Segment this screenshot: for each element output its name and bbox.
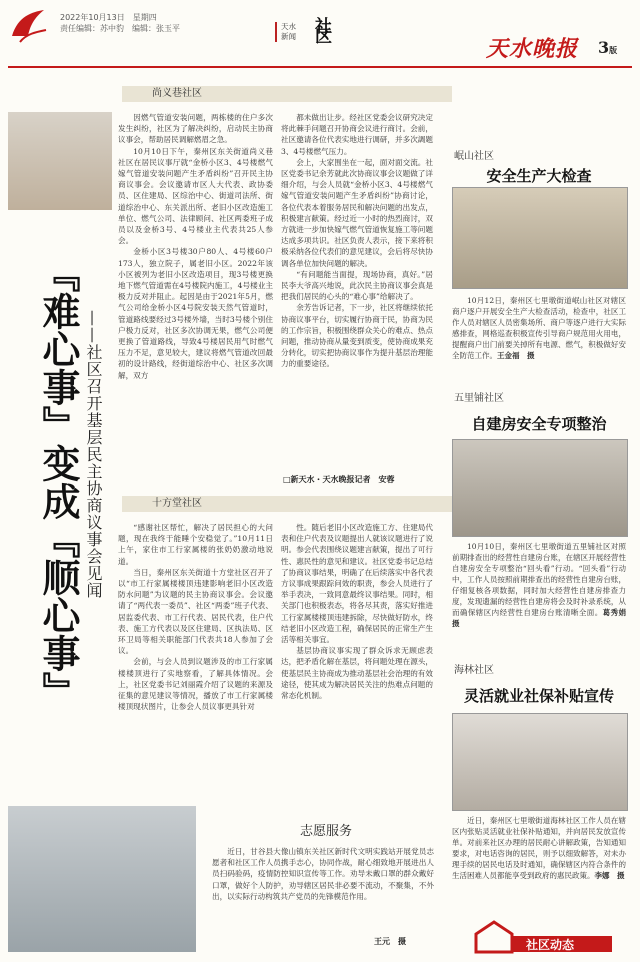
s1-photo [452,187,628,289]
s2-caption: 10月10日，秦州区七里墩街道五里铺社区对照前期排查出的经营性自建房台账，在辖区开展经营性自建房安全专项整治“回头看”行动。“回头看”行动中，工作人员按照前期排查出的经营性自建房台账，仔细复核各项数据，同时加大经营性自建房排查力度，发现遗漏的经营性自建房将会及时补录系统，从而确保辖区内经营性自建房台账清晰全面。葛秀娟 摄 [452,542,634,628]
article-col-1: 因燃气管道安装问题，两栋楼的住户多次发生纠纷，社区为了解决纠纷，启动民主协商议事会，帮助居民调解燃眉之急。 10月10日下午，秦州区东关街道尚义巷社区在居民议事厅就“金桥小区3、4号楼燃气嫁气管道安装问题产生矛盾纠纷”召开民主协商议事会。会议邀请市区人大代表、政协委员、区住建局、区综治中心、街道司法所、街道综治中心、东关派出所、老旧小区改造施工单位、燃气公司、法律顾问、社区两委班子成员以及金桥3号、4号楼业主代表共25人参会。 金桥小区3号楼30户80人、4号楼60户173人，独立院子，属老旧小区。2022年该小区被列为老旧小区改造项目，现3号楼更换地下燃气管道需在4号楼院内施工，4号楼业主极力反对并阻止。起因是由于2021年5月，燃气公司给金桥小区4号院安装天然气管道时，管道路线要经过3号楼外墙，当时3号楼个别住户极力反对，社区多次协调无果，燃气公司便更换了管道路线，导致4号楼居民用气时燃气压力不足，意见较大，建议将燃气管道改回最初的设计路线，经街道综治中心、社区多次调解，双方 [118,113,273,380]
section-label: 天水 新闻 社区 [275,22,296,42]
s1-headline: 安全生产大检查 [486,167,592,185]
headline: 『难心事』变成『顺心事』 [36,254,81,710]
s3-headline: 灵活就业社保补贴宣传 [463,687,614,705]
bird-logo-icon [8,6,50,46]
newspaper-brand: 天水晚报 [486,36,579,62]
s1-caption: 10月12日，秦州区七里墩街道岷山社区对辖区商户逐户开展安全生产大检查活动，检查中，社区工作人员对辖区人员密集场所、商户等逐户进行大实际感排查，网格巡查积极宣传引导商户规范用火用电，提醒商户出门前要关掉所有电源、燃气，积极做好安全防范工作。王金福 摄 [452,296,626,360]
s3-name: 海林社区 [454,665,494,676]
article-col-2: 都未做出让步。经社区党委会议研究决定将此棘手问题召开协商会议进行商讨。会前，社区邀请各位代表实地进行调研，并多次調题3、4号楼燃气压力。 会上，大家围坐在一起，面对面交流。社区党委书记余芳就此次协商议事会议题做了详细介绍，与会人员就“金桥小区3、4号楼燃气嫁气管道安装问题产生矛盾纠纷”协商讨论，各位代表本着服务居民和解决问题的出发点，积极建言献策。经过近一小时的热烈商讨，双方就进一步加快嫁气燃气管道恢复施工等问题达成多项共识。社区负责人表示，接下来将积极采纳各位代表们的意见建议，会后将尽快协调各单位加快问题的解决。 “有问题能当面提，现场协商，真好。”居民李大爷高兴地说，此次民主协商议事会真是把我们居民的心头的“难心事”给解决了。 余芳告诉记者，下一步，社区将继续依托协商议事平台，切实履行协商于民，协商为民的工作宗旨，积极围绕群众关心的难点、热点问题，推动协商从量变到质变，使协商成果充分转化，切实把协商议事作为提升基层治理能力的重要途径。 [281,113,433,369]
section-bar-shifangtang: 十方堂社区 [122,496,452,512]
page-number: 3版 [598,38,618,57]
s2-headline: 自建房安全专项整治 [471,415,607,433]
volunteer-photo [8,806,196,952]
s2-photo [452,439,628,537]
s3-photo [452,713,628,811]
editor-credits: 责任编辑：苏中豹 编辑：张玉平 [60,24,180,33]
issue-info [60,12,180,34]
right-column [446,95,632,955]
lead-photo [8,112,112,210]
article-col-3: “感谢社区帮忙，解决了居民担心的大问题，现在我终于能睡个安稳觉了。”10月11日上午，家住市工行家属楼的张奶奶激动地说道。 当日，秦州区东关街道十方堂社区召开了以“市工行家属楼楼顶违建影响老旧小区改造防水问题”为议题的民主协商议事会。会议邀请了“两代表一委员”、社区“两委”班子代表、居监委代表、市工行代表、居民代表，住户代表、施工方代表以及区住建局、区执法局、区环卫局等相关职能部门代表共18人参加了会议。 会前，与会人员到议题涉及的市工行家属楼楼顶进行了实地察看，了解具体情况。会上，社区党委书记刘丽霞介绍了议题的来源及征集的意见建议等情况，播放了市工行家属楼楼顶现状图片，让参会人员议事更具针对 [118,523,273,712]
community-news-badge [470,920,620,954]
section-bar-shangyixiang: 尚义巷社区 [122,86,452,102]
section-name: 社区 [315,17,332,47]
issue-date: 2022年10月13日 星期四 [60,13,157,22]
s2-name: 五里铺社区 [454,393,504,404]
byline: □新天水・天水晚报记者 安蓉 [283,474,395,484]
volunteer-title: 志愿服务 [300,824,353,839]
volunteer-text: 近日，甘谷县大像山镇东关社区新时代文明实践站开展党员志愿者和社区工作人员携手志心，协同作战，耐心细致地开展进出人员扫码验码，疫情防控知识宣传等工作。劝导未戴口罩的群众戴好口罩，做好个人防护，劝导辖区居民非必要不流动，不聚集，不外出，以实际行动构筑共产党员的先锋模范作用。 [212,847,434,901]
s3-caption: 近日，秦州区七里墩街道海林社区工作人员在辖区内张贴灵活就业社保补贴通知，并向居民发放宣传单。对前来社区办理的居民耐心讲解政策，告知通知要求，对电话咨询的居民，则予以细致解答，对未办理手续的居民电话及时通知，确保辖区内符合条件的生活困难人员都能享受到政府的惠民政策。李娜 摄 [452,816,626,880]
badge-label: 社区动态 [526,938,575,952]
subheadline: ——社区召开基层民主协商议事会见闻 [84,310,103,599]
s1-name: 岷山社区 [454,151,494,162]
article-col-4: 性。随后老旧小区改造施工方、住建局代表和住户代表及议题提出人就该议题进行了说明。参会代表围绕议题建言献策，提出了可行性、惠民性的意见和建议。社区党委书记总结了协商议事结果，明确了在后续落实中各代表方议事成果跟踪问效的职责，参会人员进行了举手表决，一致同意最终议事结果。同时，相关部门也积极表态，将各尽其责，落实好推进工行家属楼楼顶违建拆除，尽快做好防水，终结老旧小区改造工程，确保居民的正常生产生活等相关事宜。 基层协商议事实现了群众诉求无顾虑表达，把矛盾化解在基层，将问题处理在源头，使基层民主协商成为推动基层社会治理的有效途径，使其成为解决居民关注的热难点问题的常态化机制。 [281,523,433,701]
header-rule [8,66,632,68]
volunteer-author: 王元 摄 [374,936,406,946]
